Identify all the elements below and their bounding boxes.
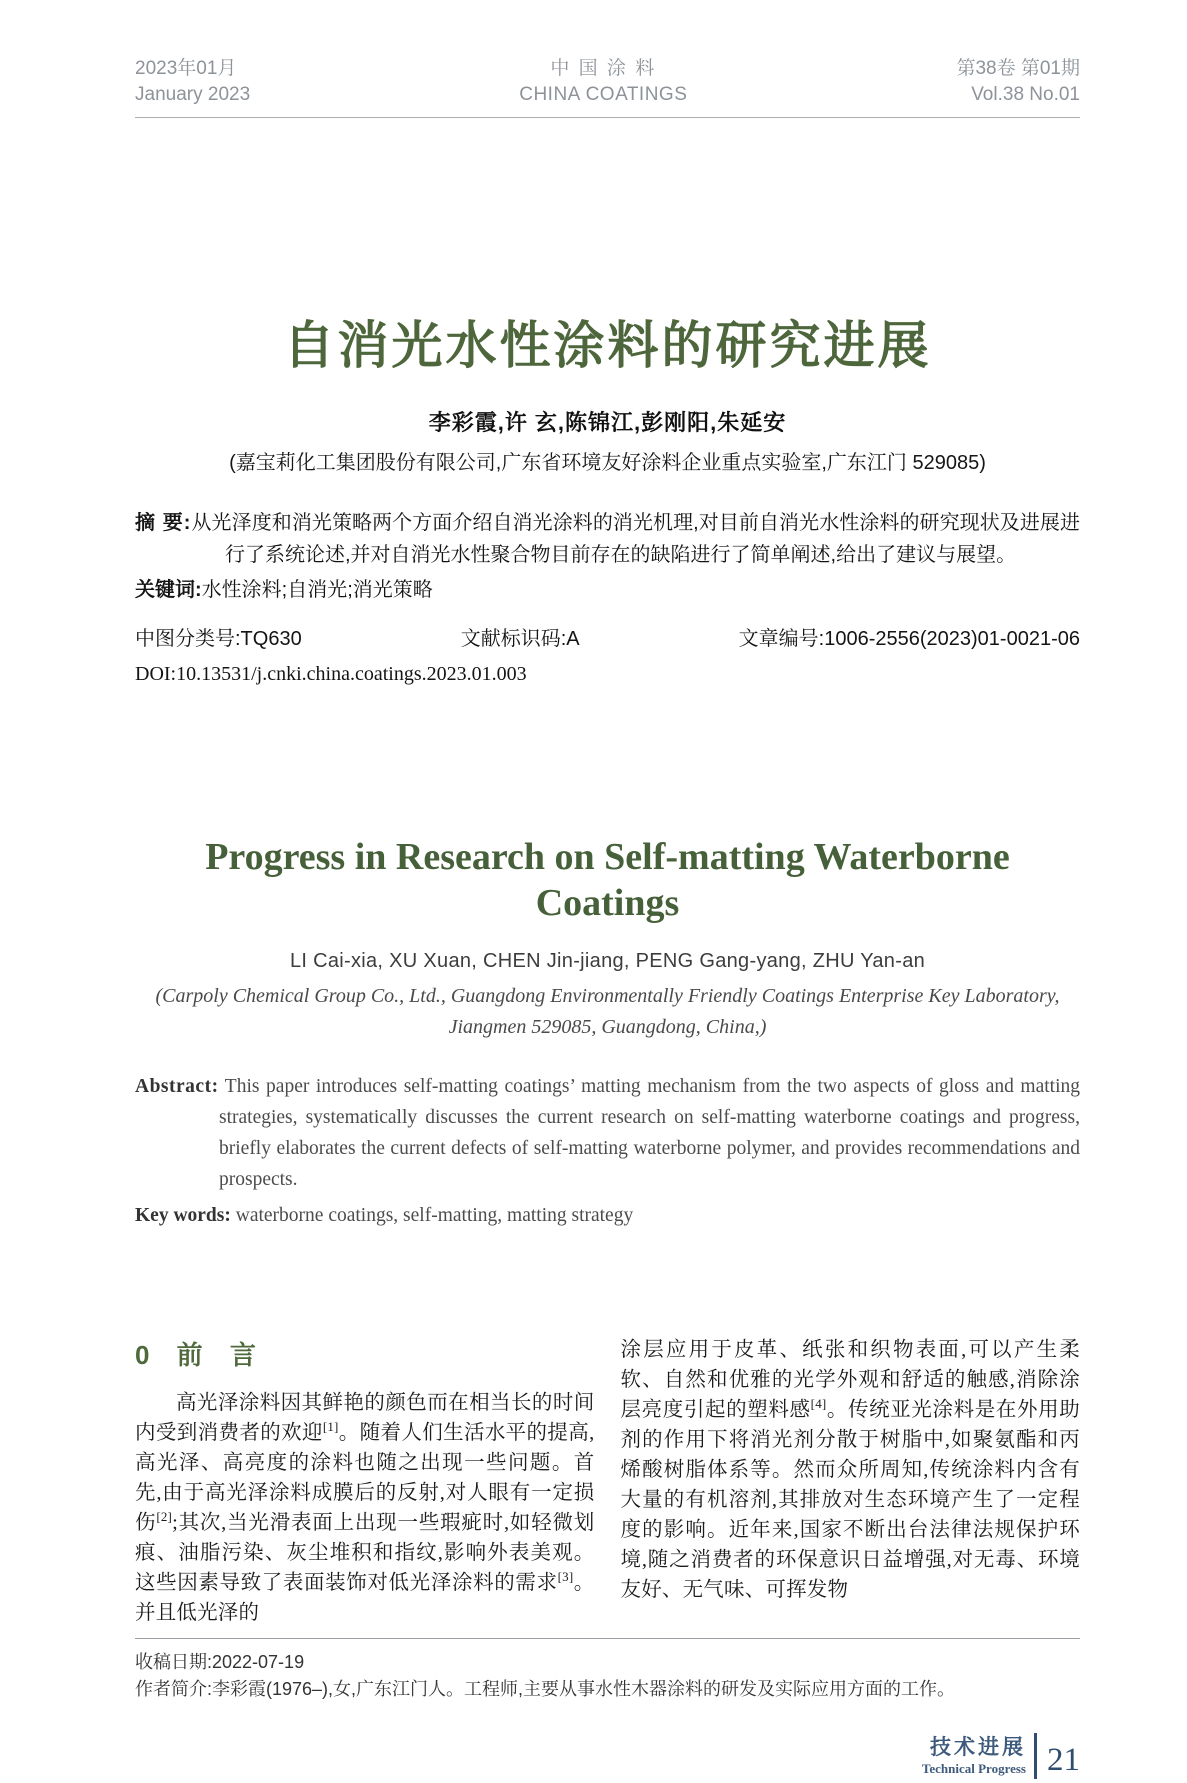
footnote-author-bio: 作者简介:李彩霞(1976–),女,广东江门人。工程师,主要从事水性木器涂料的研发及实际应用方面的工作。 [135, 1679, 956, 1699]
doi: DOI:10.13531/j.cnki.china.coatings.2023.01.003 [135, 663, 527, 685]
runhead-date [135, 56, 250, 108]
keywords-text-en: waterborne coatings, self-matting, matting strategy [235, 1205, 634, 1226]
body-column-right [621, 1335, 1081, 1628]
keywords-cn [135, 574, 1080, 606]
running-head [135, 56, 1080, 118]
runhead-date-cn: 2023年01月 [135, 58, 237, 79]
intro-paragraph-left: 高光泽涂料因其鲜艳的颜色而在相当长的时间内受到消费者的欢迎[1]。随着人们生活水平的提高,高光泽、高亮度的涂料也随之出现一些问题。首先,由于高光泽涂料成膜后的反射,对人眼有一定损伤[2];其次,当光滑表面上出现一些瑕疵时,如轻微划痕、油脂污染、灰尘堆积和指纹,影响外表美观。这些因素导致了表面装饰对低光泽涂料的需求[3]。并且低光泽的 [135, 1392, 595, 1624]
keywords-text-cn: 水性涂料;自消光;消光策略 [201, 579, 433, 601]
runhead-journal-cn: 中 国 涂 料 [550, 58, 657, 79]
abstract-label-en: Abstract: [135, 1076, 219, 1097]
abstract-label-cn: 摘 要: [135, 512, 192, 534]
authors-cn: 李彩霞,许 玄,陈锦江,彭刚阳,朱延安 [428, 410, 787, 435]
runhead-issue-en: Vol.38 No.01 [971, 84, 1080, 105]
column-tag-en: Technical Progress [921, 1760, 1026, 1776]
authors-en: LI Cai-xia, XU Xuan, CHEN Jin-jiang, PENG Gang-yang, ZHU Yan-an [289, 950, 926, 972]
runhead-journal-en: CHINA COATINGS [519, 84, 688, 105]
footnote [135, 1638, 1080, 1703]
article-number: 文章编号:1006-2556(2023)01-0021-06 [738, 628, 1080, 650]
keywords-label-en: Key words: [135, 1205, 231, 1226]
abstract-cn [135, 507, 1080, 571]
clc-number: 中图分类号:TQ630 [135, 628, 302, 650]
runhead-date-en: January 2023 [135, 84, 251, 105]
column-tag-cn: 技术进展 [930, 1735, 1026, 1759]
article-title-en: Progress in Research on Self-matting Waterborne Coatings [205, 836, 1010, 924]
abstract-text-en: This paper introduces self-matting coatings’ matting mechanism from the two aspects of gloss and matting strategies, systematically discusses the current research on self-matting waterborne coatings and progress, briefly elaborates the current defects of self-matting waterborne polymer, and provides recommendations and prospects. [219, 1076, 1080, 1190]
document-code: 文献标识码:A [460, 628, 580, 650]
intro-paragraph-right: 涂层应用于皮革、纸张和织物表面,可以产生柔软、自然和优雅的光学外观和舒适的触感,消除涂层亮度引起的塑料感[4]。传统亚光涂料是在外用助剂的作用下将消光剂分散于树脂中,如聚氨酯和丙烯酸树脂体系等。然而众所周知,传统涂料内含有大量的有机溶剂,其排放对生态环境产生了一定程度的影响。近年来,国家不断出台法律法规保护环境,随之消费者的环保意识日益增强,对无毒、环境友好、无气味、可挥发物 [620, 1339, 1080, 1601]
abstract-text-cn: 从光泽度和消光策略两个方面介绍自消光涂料的消光机理,对目前自消光水性涂料的研究现状及进展进行了系统论述,并对自消光水性聚合物目前存在的缺陷进行了简单阐述,给出了建议与展望。 [191, 512, 1080, 566]
article-title-cn: 自消光水性涂料的研究进展 [283, 317, 932, 374]
classification-row [135, 622, 1080, 651]
column-tag [922, 1736, 1026, 1777]
page-content [135, 0, 1080, 1783]
keywords-label-cn: 关键词: [135, 579, 202, 601]
body-columns [135, 1335, 1080, 1628]
runhead-journal [519, 56, 687, 108]
page-footer-tag [135, 1729, 1080, 1783]
affiliation-en: (Carpoly Chemical Group Co., Ltd., Guangdong Environmentally Friendly Coatings Enterprise Key Laboratory, Jiangmen 529085, Guangdong, China,) [155, 985, 1060, 1038]
footnote-received-date: 收稿日期:2022-07-19 [135, 1652, 305, 1672]
runhead-issue [956, 56, 1080, 108]
affiliation-cn: (嘉宝莉化工集团股份有限公司,广东省环境友好涂料企业重点实验室,广东江门 529085) [229, 452, 986, 474]
keywords-en [135, 1200, 1080, 1231]
page-number: 21 [1047, 1742, 1080, 1778]
section-heading-intro: 0 前 言 [135, 1340, 258, 1370]
abstract-en [135, 1071, 1080, 1195]
body-column-left [135, 1335, 595, 1628]
footer-divider [1034, 1733, 1037, 1779]
runhead-issue-cn: 第38卷 第01期 [956, 58, 1080, 79]
